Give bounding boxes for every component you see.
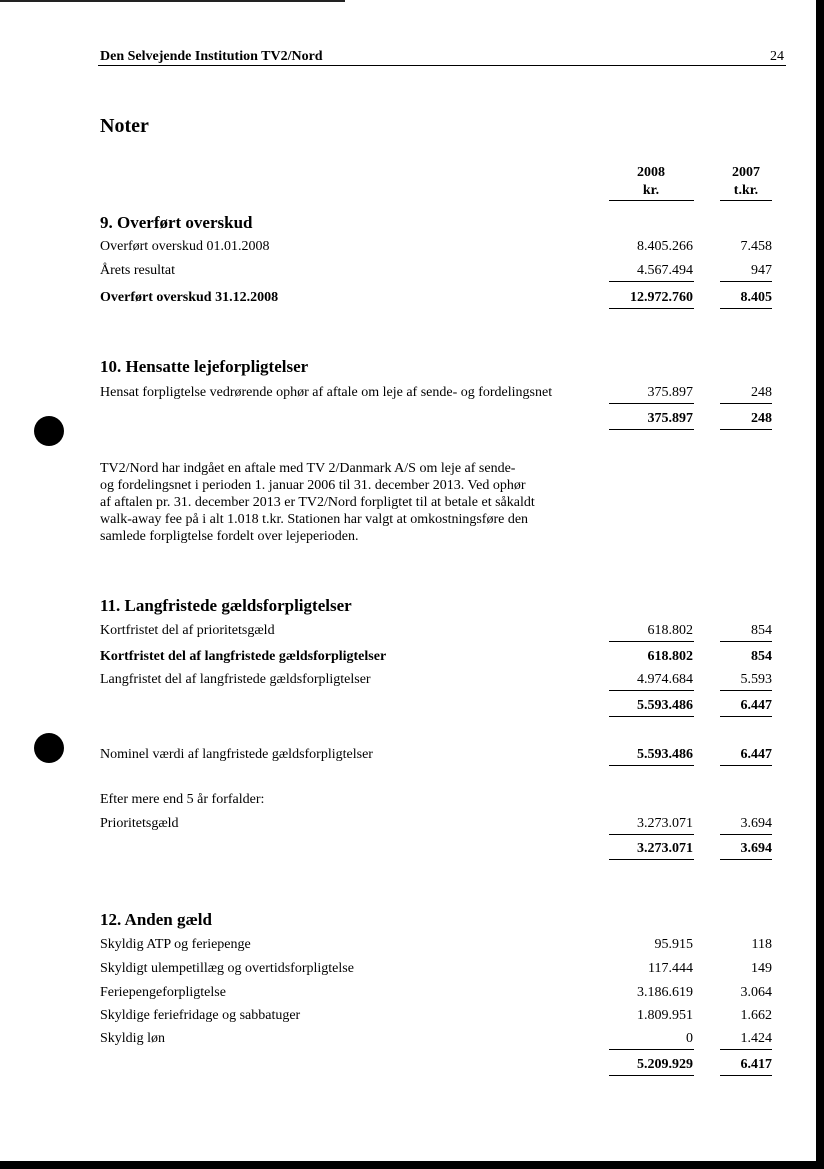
subtotal-rule-2008 xyxy=(609,834,694,835)
subtotal-rule-2007 xyxy=(720,281,772,282)
note-10-paragraph: TV2/Nord har indgået en aftale med TV 2/Danmark A/S om leje af sende- og fordelingsnet i perioden 1. januar 2006 til 31. december 2013. Ved ophør af aftalen pr. 31. december 2013 er TV2/Nord forpligtet til at betale et såkaldt walk-away fee på i alt 1.018 t.kr. Stationen har valgt at omkostningsføre den samlede forpligtelse fordelt over lejeperioden. xyxy=(100,461,535,544)
note-12-row-label: Skyldig ATP og feriepenge xyxy=(100,937,251,952)
note-9-row-value-2008: 4.567.494 xyxy=(637,263,693,278)
note-9-row-label: Overført overskud 01.01.2008 xyxy=(100,239,270,254)
column-rule-2008 xyxy=(609,200,694,201)
total-rule-2008 xyxy=(609,859,694,860)
note-12-row-label: Skyldigt ulempetillæg og overtidsforpligtelse xyxy=(100,961,354,976)
note-11-row-label: Langfristet del af langfristede gældsforpligtelser xyxy=(100,672,371,687)
note-11-row-value-2008: 4.974.684 xyxy=(637,672,693,687)
note-11-subtotal-2007: 854 xyxy=(751,649,772,664)
total-rule-2007 xyxy=(720,1075,772,1076)
note-12-total-2007: 6.417 xyxy=(740,1057,772,1072)
note-12-row-value-2008: 1.809.951 xyxy=(637,1008,693,1023)
note-12-row-value-2008: 3.186.619 xyxy=(637,985,693,1000)
note-12-row-label: Skyldige feriefridage og sabbatuger xyxy=(100,1008,301,1023)
subtotal-rule-2007 xyxy=(720,641,772,642)
header-rule xyxy=(98,65,786,66)
page-title: Noter xyxy=(100,115,149,137)
note-11-row-value-2008: 618.802 xyxy=(647,623,693,638)
scan-edge-top xyxy=(0,0,345,2)
subtotal-rule-2007 xyxy=(720,1049,772,1050)
total-rule-2008 xyxy=(609,716,694,717)
note-11-subtotal-2008: 618.802 xyxy=(647,649,693,664)
column-unit-2007: t.kr. xyxy=(733,183,759,198)
total-rule-2008 xyxy=(609,308,694,309)
note-9-total-2007: 8.405 xyxy=(740,290,772,305)
total-rule-2008 xyxy=(609,429,694,430)
note-11-prio-total-2008: 3.273.071 xyxy=(637,841,693,856)
scan-edge-right xyxy=(816,0,824,1169)
note-10-heading: 10. Hensatte lejeforpligtelser xyxy=(100,357,309,376)
scan-edge-bottom xyxy=(0,1161,824,1169)
note-11-prio-2008: 3.273.071 xyxy=(637,816,693,831)
note-9-row-label: Årets resultat xyxy=(100,263,176,278)
note-10-total-2008: 375.897 xyxy=(647,411,693,426)
note-9-total-label: Overført overskud 31.12.2008 xyxy=(100,290,279,305)
note-11-prio-total-2007: 3.694 xyxy=(740,841,772,856)
note-10-row-label: Hensat forpligtelse vedrørende ophør af aftale om leje af sende- og fordelingsnet xyxy=(100,385,553,400)
note-12-row-value-2007: 1.662 xyxy=(740,1008,772,1023)
note-9-total-2008: 12.972.760 xyxy=(630,290,693,305)
column-unit-2008: kr. xyxy=(642,183,660,198)
note-11-row-value-2007: 854 xyxy=(751,623,772,638)
note-12-row-value-2007: 149 xyxy=(751,961,772,976)
subtotal-rule-2008 xyxy=(609,1049,694,1050)
note-11-row-label: Kortfristet del af prioritetsgæld xyxy=(100,623,275,638)
note-11-row-value-2007: 5.593 xyxy=(740,672,772,687)
total-rule-2007 xyxy=(720,765,772,766)
note-12-row-value-2007: 3.064 xyxy=(740,985,772,1000)
subtotal-rule-2008 xyxy=(609,690,694,691)
column-header-2007 xyxy=(706,164,786,200)
subtotal-rule-2008 xyxy=(609,403,694,404)
column-year-2008: 2008 xyxy=(637,165,665,180)
note-10-row-value-2007: 248 xyxy=(751,385,772,400)
note-10-total-2007: 248 xyxy=(751,411,772,426)
total-rule-2007 xyxy=(720,308,772,309)
note-11-total-2008: 5.593.486 xyxy=(637,698,693,713)
binder-hole-bottom xyxy=(34,733,64,763)
note-12-total-2008: 5.209.929 xyxy=(637,1057,693,1072)
subtotal-rule-2007 xyxy=(720,834,772,835)
column-rule-2007 xyxy=(720,200,772,201)
note-11-nominal-2008: 5.593.486 xyxy=(637,747,693,762)
subtotal-rule-2007 xyxy=(720,403,772,404)
total-rule-2007 xyxy=(720,716,772,717)
note-9-row-value-2008: 8.405.266 xyxy=(637,239,693,254)
total-rule-2007 xyxy=(720,429,772,430)
note-9-row-value-2007: 947 xyxy=(751,263,772,278)
column-year-2007: 2007 xyxy=(732,165,760,180)
note-12-row-value-2008: 117.444 xyxy=(648,961,693,976)
note-12-row-value-2008: 95.915 xyxy=(654,937,693,952)
note-12-row-label: Feriepengeforpligtelse xyxy=(100,985,226,1000)
note-12-row-value-2007: 118 xyxy=(751,937,772,952)
note-11-subtotal-label: Kortfristet del af langfristede gældsforpligtelser xyxy=(100,649,387,664)
note-11-prio-2007: 3.694 xyxy=(740,816,772,831)
subtotal-rule-2007 xyxy=(720,690,772,691)
total-rule-2008 xyxy=(609,765,694,766)
total-rule-2007 xyxy=(720,859,772,860)
note-12-row-value-2007: 1.424 xyxy=(740,1031,772,1046)
note-11-after-5-years-label: Efter mere end 5 år forfalder: xyxy=(100,792,265,807)
page-number: 24 xyxy=(770,49,784,64)
total-rule-2008 xyxy=(609,1075,694,1076)
note-9-row-value-2007: 7.458 xyxy=(740,239,772,254)
subtotal-rule-2008 xyxy=(609,641,694,642)
note-12-row-value-2008: 0 xyxy=(686,1031,693,1046)
note-11-nominal-2007: 6.447 xyxy=(740,747,772,762)
note-12-heading: 12. Anden gæld xyxy=(100,910,212,929)
column-header-2008 xyxy=(611,164,691,200)
note-11-total-2007: 6.447 xyxy=(740,698,772,713)
document-header-title: Den Selvejende Institution TV2/Nord xyxy=(100,49,323,64)
note-11-nominal-label: Nominel værdi af langfristede gældsforpligtelser xyxy=(100,747,373,762)
note-9-heading: 9. Overført overskud xyxy=(100,213,253,232)
binder-hole-top xyxy=(34,416,64,446)
note-12-row-label: Skyldig løn xyxy=(100,1031,165,1046)
subtotal-rule-2008 xyxy=(609,281,694,282)
note-11-heading: 11. Langfristede gældsforpligtelser xyxy=(100,596,352,615)
note-11-prio-label: Prioritetsgæld xyxy=(100,816,179,831)
note-10-row-value-2008: 375.897 xyxy=(647,385,693,400)
